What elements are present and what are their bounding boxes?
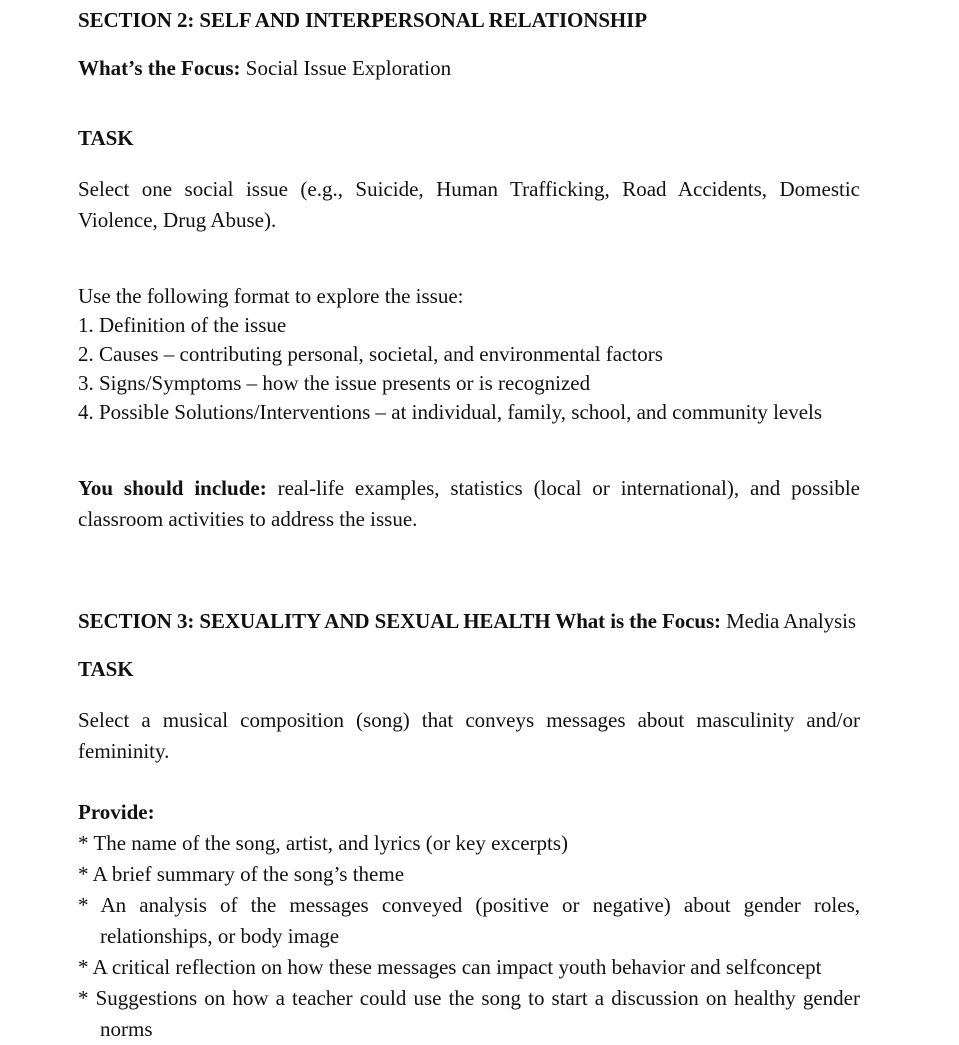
provide-item-4: * A critical reflection on how these messages can impact youth behavior and selfconcept — [78, 955, 822, 979]
spacer — [78, 236, 860, 282]
format-intro: Use the following format to explore the issue: — [78, 284, 464, 308]
section-2-focus-value: Social Issue Exploration — [240, 56, 452, 80]
section-3-heading-regular: Media Analysis — [720, 609, 856, 633]
spacer — [78, 427, 860, 473]
section-2-task-paragraph: Select one social issue (e.g., Suicide, Human Trafficking, Road Accidents, Domestic Violence, Drug Abuse). — [78, 177, 860, 232]
section-2-include-paragraph — [78, 473, 860, 535]
spacer — [78, 535, 860, 607]
format-item-4: 4. Possible Solutions/Interventions – at individual, family, school, and community levels — [78, 400, 823, 424]
provide-item-5: * Suggestions on how a teacher could use the song to start a discussion on healthy gender norms — [78, 986, 860, 1041]
provide-item-1: * The name of the song, artist, and lyrics (or key excerpts) — [78, 831, 569, 855]
spacer — [78, 767, 860, 797]
section-2-task-label: TASK — [78, 126, 134, 150]
document-content — [78, 6, 860, 1045]
section-2-include-label: You should include: — [78, 476, 267, 500]
section-3-heading — [78, 607, 860, 635]
section-2-include-value: real-life examples, statistics (local or international), and possible classroom activities to address the issue. — [78, 476, 861, 531]
provide-item-2: * A brief summary of the song’s theme — [78, 862, 405, 886]
provide-item-3: * An analysis of the messages conveyed (positive or negative) about gender roles, relationships, or body image — [78, 893, 860, 948]
section-2-format-block — [78, 282, 860, 427]
section-3-task-paragraph: Select a musical composition (song) that conveys messages about masculinity and/or femininity. — [78, 708, 860, 763]
section-2-heading: SECTION 2: SELF AND INTERPERSONAL RELATIONSHIP — [78, 8, 647, 32]
section-3-heading-bold: SECTION 3: SEXUALITY AND SEXUAL HEALTH What is the Focus: — [78, 609, 721, 633]
format-item-3: 3. Signs/Symptoms – how the issue presents or is recognized — [78, 371, 591, 395]
section-3-task-label: TASK — [78, 657, 134, 681]
section-3-provide-label: Provide: — [78, 800, 155, 824]
section-2-focus-line — [78, 54, 860, 82]
format-item-2: 2. Causes – contributing personal, societal, and environmental factors — [78, 342, 663, 366]
format-item-1: 1. Definition of the issue — [78, 313, 287, 337]
section-2-focus-label: What’s the Focus: — [78, 56, 241, 80]
section-3-provide-list — [78, 828, 860, 1045]
